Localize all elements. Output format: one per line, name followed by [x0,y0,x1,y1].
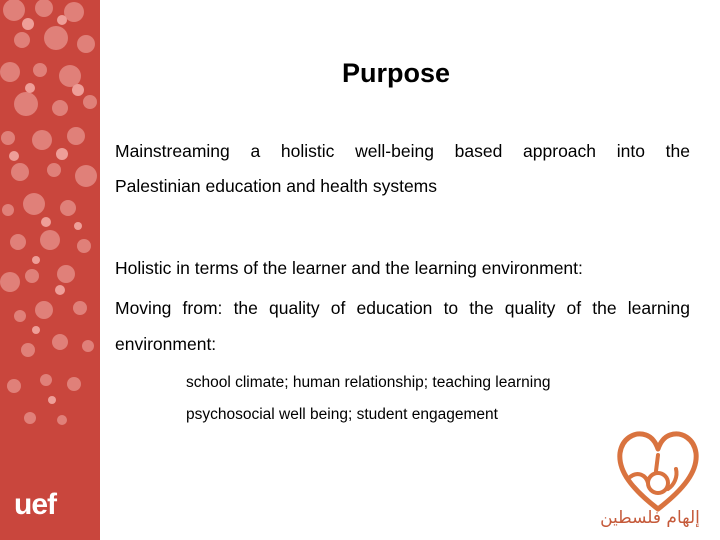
sub-item-1: school climate; human relationship; teaching learning [186,374,551,391]
arabic-logo-text: إلهام فلسطين [600,508,700,528]
slide-title: Purpose [341,58,451,88]
heart-logo-icon [612,425,704,515]
moving-text-line-1: Moving from: the quality of education to the quality of the learning [115,298,690,318]
uef-logo-text: uef [14,488,56,521]
moving-text-line-2: environment: [115,334,217,354]
purpose-text-line-1: Mainstreaming a holistic well-being based approach into the [115,141,690,161]
purpose-text-line-2: Palestinian education and health systems [115,176,438,196]
uef-logo [12,488,92,538]
holistic-text: Holistic in terms of the learner and the learning environment: [115,258,583,278]
sub-item-2: psychosocial well being; student engagement [186,406,498,423]
